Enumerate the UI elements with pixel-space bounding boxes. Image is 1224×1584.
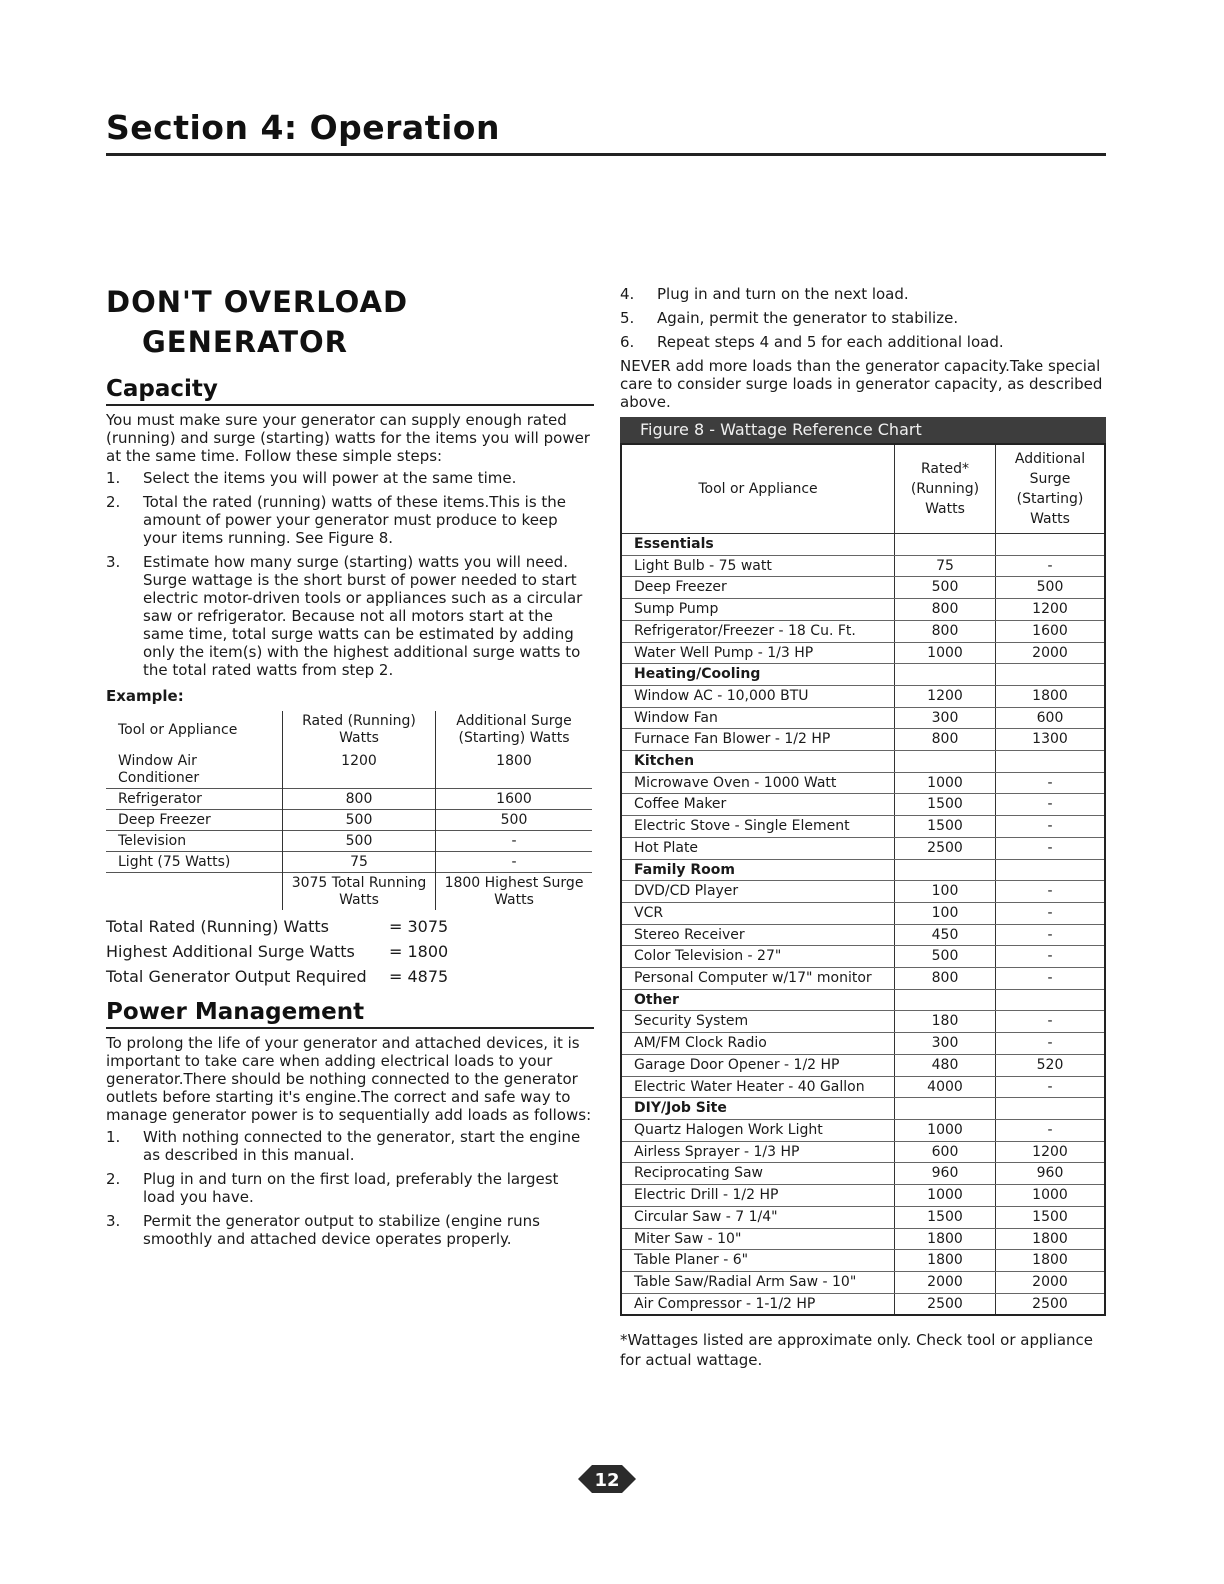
wattage-cell-rated: 800 [895, 729, 996, 751]
wattage-cell-name: Furnace Fan Blower - 1/2 HP [621, 729, 895, 751]
example-cell-surge: 1800 [496, 753, 532, 769]
figure-title: Figure 8 - Wattage Reference Chart [620, 417, 1106, 443]
wattage-cell-rated: 4000 [895, 1076, 996, 1098]
total-label: Highest Additional Surge Watts [106, 942, 355, 961]
wattage-cell-surge: - [996, 968, 1106, 990]
wattage-cell-rated: 2500 [895, 1293, 996, 1315]
wattage-cell-name: Family Room [621, 859, 895, 881]
example-row [106, 831, 592, 852]
appliance-row [621, 946, 1105, 968]
category-row [621, 751, 1105, 773]
wattage-cell-rated [895, 751, 996, 773]
wattage-cell-name: Window AC - 10,000 BTU [621, 685, 895, 707]
example-cell-tool: Light (75 Watts) [106, 852, 283, 873]
total-row [106, 964, 594, 989]
wattage-cell-name: Circular Saw - 7 1/4" [621, 1206, 895, 1228]
wattage-cell-name: Electric Water Heater - 40 Gallon [621, 1076, 895, 1098]
example-header-rated: Rated (Running) Watts [283, 711, 436, 751]
example-header-tool: Tool or Appliance [106, 711, 283, 751]
wattage-cell-rated: 1000 [895, 642, 996, 664]
capacity-step [106, 469, 594, 487]
wattage-cell-name: Microwave Oven - 1000 Watt [621, 772, 895, 794]
wattage-cell-rated: 500 [895, 577, 996, 599]
wattage-cell-name: Miter Saw - 10" [621, 1228, 895, 1250]
wattage-cell-surge: - [996, 772, 1106, 794]
wattage-cell-rated: 100 [895, 902, 996, 924]
wattage-header-tool: Tool or Appliance [621, 444, 895, 534]
power-step [620, 333, 1106, 351]
wattage-cell-surge: - [996, 1076, 1106, 1098]
power-steps [106, 1128, 594, 1248]
category-row [621, 989, 1105, 1011]
wattage-cell-name: Water Well Pump - 1/3 HP [621, 642, 895, 664]
example-table [106, 711, 592, 910]
wattage-chart-table [620, 443, 1106, 1316]
step-text: Permit the generator output to stabilize (engine runs smoothly and attached device operates properly. [143, 1212, 540, 1248]
wattage-cell-surge: 1000 [996, 1185, 1106, 1207]
wattage-cell-name: Window Fan [621, 707, 895, 729]
page-number: 12 [594, 1470, 620, 1491]
wattage-cell-rated: 1000 [895, 1119, 996, 1141]
wattage-cell-rated: 300 [895, 707, 996, 729]
heading-line-2: GENERATOR [142, 325, 348, 359]
wattage-header-row [621, 444, 1105, 534]
step-text: Plug in and turn on the first load, preferably the largest load you have. [143, 1170, 559, 1206]
wattage-cell-name: Security System [621, 1011, 895, 1033]
appliance-row [621, 620, 1105, 642]
wattage-cell-name: Light Bulb - 75 watt [621, 555, 895, 577]
step-text: Total the rated (running) watts of these items.This is the amount of power your generator must produce to keep your items running. See Figure 8. [143, 493, 567, 547]
wattage-cell-rated [895, 664, 996, 686]
appliance-row [621, 555, 1105, 577]
wattage-cell-surge: - [996, 794, 1106, 816]
example-cell-rated: 800 [283, 789, 436, 810]
wattage-cell-rated: 480 [895, 1054, 996, 1076]
page-number-badge [578, 1461, 636, 1497]
example-cell-rated: 75 [283, 852, 436, 873]
wattage-cell-rated [895, 989, 996, 1011]
wattage-cell-rated: 1500 [895, 1206, 996, 1228]
power-step [620, 285, 1106, 303]
wattage-cell-surge: 1200 [996, 599, 1106, 621]
example-footer-surge-total: 1800 Highest Surge Watts [444, 875, 584, 908]
wattage-cell-name: Reciprocating Saw [621, 1163, 895, 1185]
wattage-cell-rated: 450 [895, 924, 996, 946]
wattage-cell-surge [996, 664, 1106, 686]
section-rule [106, 153, 1106, 156]
step-text: Select the items you will power at the same time. [143, 469, 517, 487]
wattage-cell-surge: - [996, 837, 1106, 859]
example-row [106, 751, 592, 789]
step-number: 1. [106, 469, 121, 487]
wattage-cell-surge: - [996, 924, 1106, 946]
appliance-row [621, 924, 1105, 946]
appliance-row [621, 1293, 1105, 1315]
step-text: Plug in and turn on the next load. [657, 285, 909, 303]
appliance-row [621, 599, 1105, 621]
wattage-cell-surge [996, 751, 1106, 773]
appliance-row [621, 577, 1105, 599]
wattage-cell-name: Stereo Receiver [621, 924, 895, 946]
appliance-row [621, 837, 1105, 859]
wattage-cell-surge: - [996, 1119, 1106, 1141]
example-label: Example: [106, 687, 184, 705]
appliance-row [621, 1271, 1105, 1293]
example-row [106, 852, 592, 873]
wattage-cell-name: Personal Computer w/17" monitor [621, 968, 895, 990]
wattage-cell-name: Deep Freezer [621, 577, 895, 599]
wattage-header-surge: Additional Surge (Starting) Watts [996, 444, 1106, 534]
wattage-cell-surge: 1500 [996, 1206, 1106, 1228]
wattage-cell-surge: - [996, 881, 1106, 903]
appliance-row [621, 1076, 1105, 1098]
example-cell-surge: 1600 [496, 791, 532, 807]
total-row [106, 914, 594, 939]
wattage-cell-name: DIY/Job Site [621, 1098, 895, 1120]
power-step [106, 1212, 594, 1248]
example-row [106, 789, 592, 810]
step-number: 3. [106, 553, 121, 571]
step-number: 2. [106, 1170, 121, 1188]
wattage-cell-surge: - [996, 1033, 1106, 1055]
wattage-cell-surge: 2000 [996, 1271, 1106, 1293]
appliance-row [621, 685, 1105, 707]
example-cell-rated: 500 [283, 810, 436, 831]
wattage-cell-surge: 1600 [996, 620, 1106, 642]
wattage-cell-name: Coffee Maker [621, 794, 895, 816]
wattage-cell-surge: 600 [996, 707, 1106, 729]
power-steps-continued [620, 285, 1106, 351]
appliance-row [621, 1228, 1105, 1250]
wattage-cell-rated: 800 [895, 968, 996, 990]
category-row [621, 534, 1105, 556]
wattage-cell-surge [996, 989, 1106, 1011]
wattage-cell-name: Essentials [621, 534, 895, 556]
wattage-cell-surge: 1800 [996, 685, 1106, 707]
step-number: 4. [620, 285, 635, 303]
power-management-intro: To prolong the life of your generator and attached devices, it is important to take care when adding electrical loads to your generator.There should be nothing connected to the generator outlets before starting it's engine.The correct and safe way to manage generator power is to sequentially add loads as follows: [106, 1034, 592, 1124]
wattage-cell-rated: 800 [895, 599, 996, 621]
wattage-cell-name: AM/FM Clock Radio [621, 1033, 895, 1055]
example-cell-tool: Refrigerator [106, 789, 283, 810]
example-cell-surge: 500 [500, 812, 528, 828]
appliance-row [621, 1141, 1105, 1163]
wattage-cell-rated: 600 [895, 1141, 996, 1163]
wattage-cell-name: Heating/Cooling [621, 664, 895, 686]
example-header-row [106, 711, 592, 751]
wattage-cell-name: Garage Door Opener - 1/2 HP [621, 1054, 895, 1076]
power-management-heading: Power Management [106, 999, 594, 1029]
power-step [106, 1128, 594, 1164]
total-value: = 1800 [389, 942, 449, 961]
total-value: = 3075 [389, 917, 449, 936]
wattage-cell-surge: 500 [996, 577, 1106, 599]
heading-line-1: DON'T OVERLOAD [106, 285, 409, 319]
wattage-cell-rated: 100 [895, 881, 996, 903]
capacity-steps [106, 469, 594, 679]
example-cell-surge: - [511, 854, 517, 870]
step-text: Again, permit the generator to stabilize. [657, 309, 959, 327]
right-column [620, 282, 1106, 1385]
power-step [620, 309, 1106, 327]
category-row [621, 664, 1105, 686]
appliance-row [621, 642, 1105, 664]
wattage-cell-surge: - [996, 816, 1106, 838]
wattage-cell-rated: 180 [895, 1011, 996, 1033]
wattage-cell-surge [996, 534, 1106, 556]
appliance-row [621, 794, 1105, 816]
wattage-cell-name: DVD/CD Player [621, 881, 895, 903]
wattage-cell-rated: 300 [895, 1033, 996, 1055]
wattage-cell-surge [996, 859, 1106, 881]
left-column [106, 282, 594, 1254]
appliance-row [621, 707, 1105, 729]
capacity-step [106, 553, 594, 679]
wattage-cell-surge: 1800 [996, 1250, 1106, 1272]
wattage-cell-surge: - [996, 902, 1106, 924]
appliance-row [621, 1206, 1105, 1228]
wattage-cell-surge: - [996, 946, 1106, 968]
wattage-cell-rated: 960 [895, 1163, 996, 1185]
wattage-cell-rated: 1800 [895, 1228, 996, 1250]
wattage-cell-rated: 500 [895, 946, 996, 968]
wattage-cell-surge: 2500 [996, 1293, 1106, 1315]
step-text: With nothing connected to the generator, start the engine as described in this manual. [143, 1128, 581, 1164]
wattage-cell-rated [895, 534, 996, 556]
wattage-cell-rated [895, 859, 996, 881]
wattage-cell-rated: 1200 [895, 685, 996, 707]
appliance-row [621, 1250, 1105, 1272]
appliance-row [621, 1119, 1105, 1141]
wattage-cell-rated: 2500 [895, 837, 996, 859]
capacity-heading: Capacity [106, 376, 594, 406]
wattage-cell-name: Air Compressor - 1-1/2 HP [621, 1293, 895, 1315]
wattage-cell-rated: 1000 [895, 772, 996, 794]
total-label: Total Generator Output Required [106, 967, 367, 986]
total-value: = 4875 [389, 967, 449, 986]
example-cell-surge: - [511, 833, 517, 849]
step-number: 3. [106, 1212, 121, 1230]
wattage-cell-name: Refrigerator/Freezer - 18 Cu. Ft. [621, 620, 895, 642]
wattage-cell-surge: - [996, 1011, 1106, 1033]
appliance-row [621, 902, 1105, 924]
example-cell-tool: Television [106, 831, 283, 852]
wattage-cell-name: Quartz Halogen Work Light [621, 1119, 895, 1141]
wattage-cell-rated: 1000 [895, 1185, 996, 1207]
example-footer-blank [106, 873, 283, 911]
wattage-header-rated: Rated* (Running) Watts [895, 444, 996, 534]
wattage-cell-name: Color Television - 27" [621, 946, 895, 968]
category-row [621, 859, 1105, 881]
appliance-row [621, 1054, 1105, 1076]
example-cell-rated: 500 [283, 831, 436, 852]
page-number-arrow-icon [578, 1461, 636, 1497]
power-step [106, 1170, 594, 1206]
wattage-cell-rated: 75 [895, 555, 996, 577]
wattage-cell-surge: 1200 [996, 1141, 1106, 1163]
step-number: 1. [106, 1128, 121, 1146]
appliance-row [621, 968, 1105, 990]
appliance-row [621, 881, 1105, 903]
wattage-cell-rated: 2000 [895, 1271, 996, 1293]
total-row [106, 939, 594, 964]
wattage-cell-name: Table Planer - 6" [621, 1250, 895, 1272]
wattage-cell-name: VCR [621, 902, 895, 924]
wattage-cell-name: Sump Pump [621, 599, 895, 621]
main-heading [106, 282, 594, 362]
totals [106, 914, 594, 989]
example-cell-tool: Deep Freezer [106, 810, 283, 831]
step-number: 2. [106, 493, 121, 511]
wattage-cell-surge: 520 [996, 1054, 1106, 1076]
wattage-cell-surge [996, 1098, 1106, 1120]
wattage-cell-name: Airless Sprayer - 1/3 HP [621, 1141, 895, 1163]
wattage-cell-rated [895, 1098, 996, 1120]
section-title: Section 4: Operation [106, 108, 500, 147]
wattage-cell-surge: 1300 [996, 729, 1106, 751]
wattage-cell-surge: - [996, 555, 1106, 577]
wattage-cell-name: Electric Drill - 1/2 HP [621, 1185, 895, 1207]
example-row [106, 810, 592, 831]
example-footer-row [106, 873, 592, 911]
wattage-cell-name: Hot Plate [621, 837, 895, 859]
wattage-cell-name: Kitchen [621, 751, 895, 773]
category-row [621, 1098, 1105, 1120]
appliance-row [621, 729, 1105, 751]
appliance-row [621, 1011, 1105, 1033]
capacity-intro: You must make sure your generator can supply enough rated (running) and surge (starting) watts for the items you will power at the same time. Follow these simple steps: [106, 411, 590, 465]
wattage-cell-rated: 1500 [895, 794, 996, 816]
wattage-cell-name: Other [621, 989, 895, 1011]
wattage-cell-surge: 2000 [996, 642, 1106, 664]
wattage-cell-name: Electric Stove - Single Element [621, 816, 895, 838]
appliance-row [621, 1033, 1105, 1055]
wattage-footnote: *Wattages listed are approximate only. Check tool or appliance for actual wattage. [620, 1331, 1094, 1370]
step-text: Estimate how many surge (starting) watts you will need. Surge wattage is the short burst of power needed to start electric motor-driven tools or appliances such as a circular saw or refrigerator. Because not all motors start at the same time, total surge watts can be estimated by adding only the item(s) with the highest additional surge watts to the total rated watts from step 2. [143, 553, 583, 679]
wattage-cell-rated: 800 [895, 620, 996, 642]
appliance-row [621, 816, 1105, 838]
step-number: 5. [620, 309, 635, 327]
example-footer-rated-total: 3075 Total Running Watts [283, 873, 436, 911]
example-header-surge: Additional Surge (Starting) Watts [456, 713, 572, 746]
wattage-cell-rated: 1500 [895, 816, 996, 838]
appliance-row [621, 772, 1105, 794]
wattage-cell-surge: 960 [996, 1163, 1106, 1185]
wattage-cell-surge: 1800 [996, 1228, 1106, 1250]
appliance-row [621, 1185, 1105, 1207]
appliance-row [621, 1163, 1105, 1185]
wattage-cell-rated: 1800 [895, 1250, 996, 1272]
wattage-cell-name: Table Saw/Radial Arm Saw - 10" [621, 1271, 895, 1293]
total-label: Total Rated (Running) Watts [106, 917, 329, 936]
example-cell-tool: Window Air Conditioner [106, 751, 283, 789]
capacity-step [106, 493, 594, 547]
step-text: Repeat steps 4 and 5 for each additional load. [657, 333, 1004, 351]
warning-text: NEVER add more loads than the generator capacity.Take special care to consider surge loads in generator capacity, as described above. [620, 357, 1103, 411]
step-number: 6. [620, 333, 635, 351]
example-cell-rated: 1200 [283, 751, 436, 789]
